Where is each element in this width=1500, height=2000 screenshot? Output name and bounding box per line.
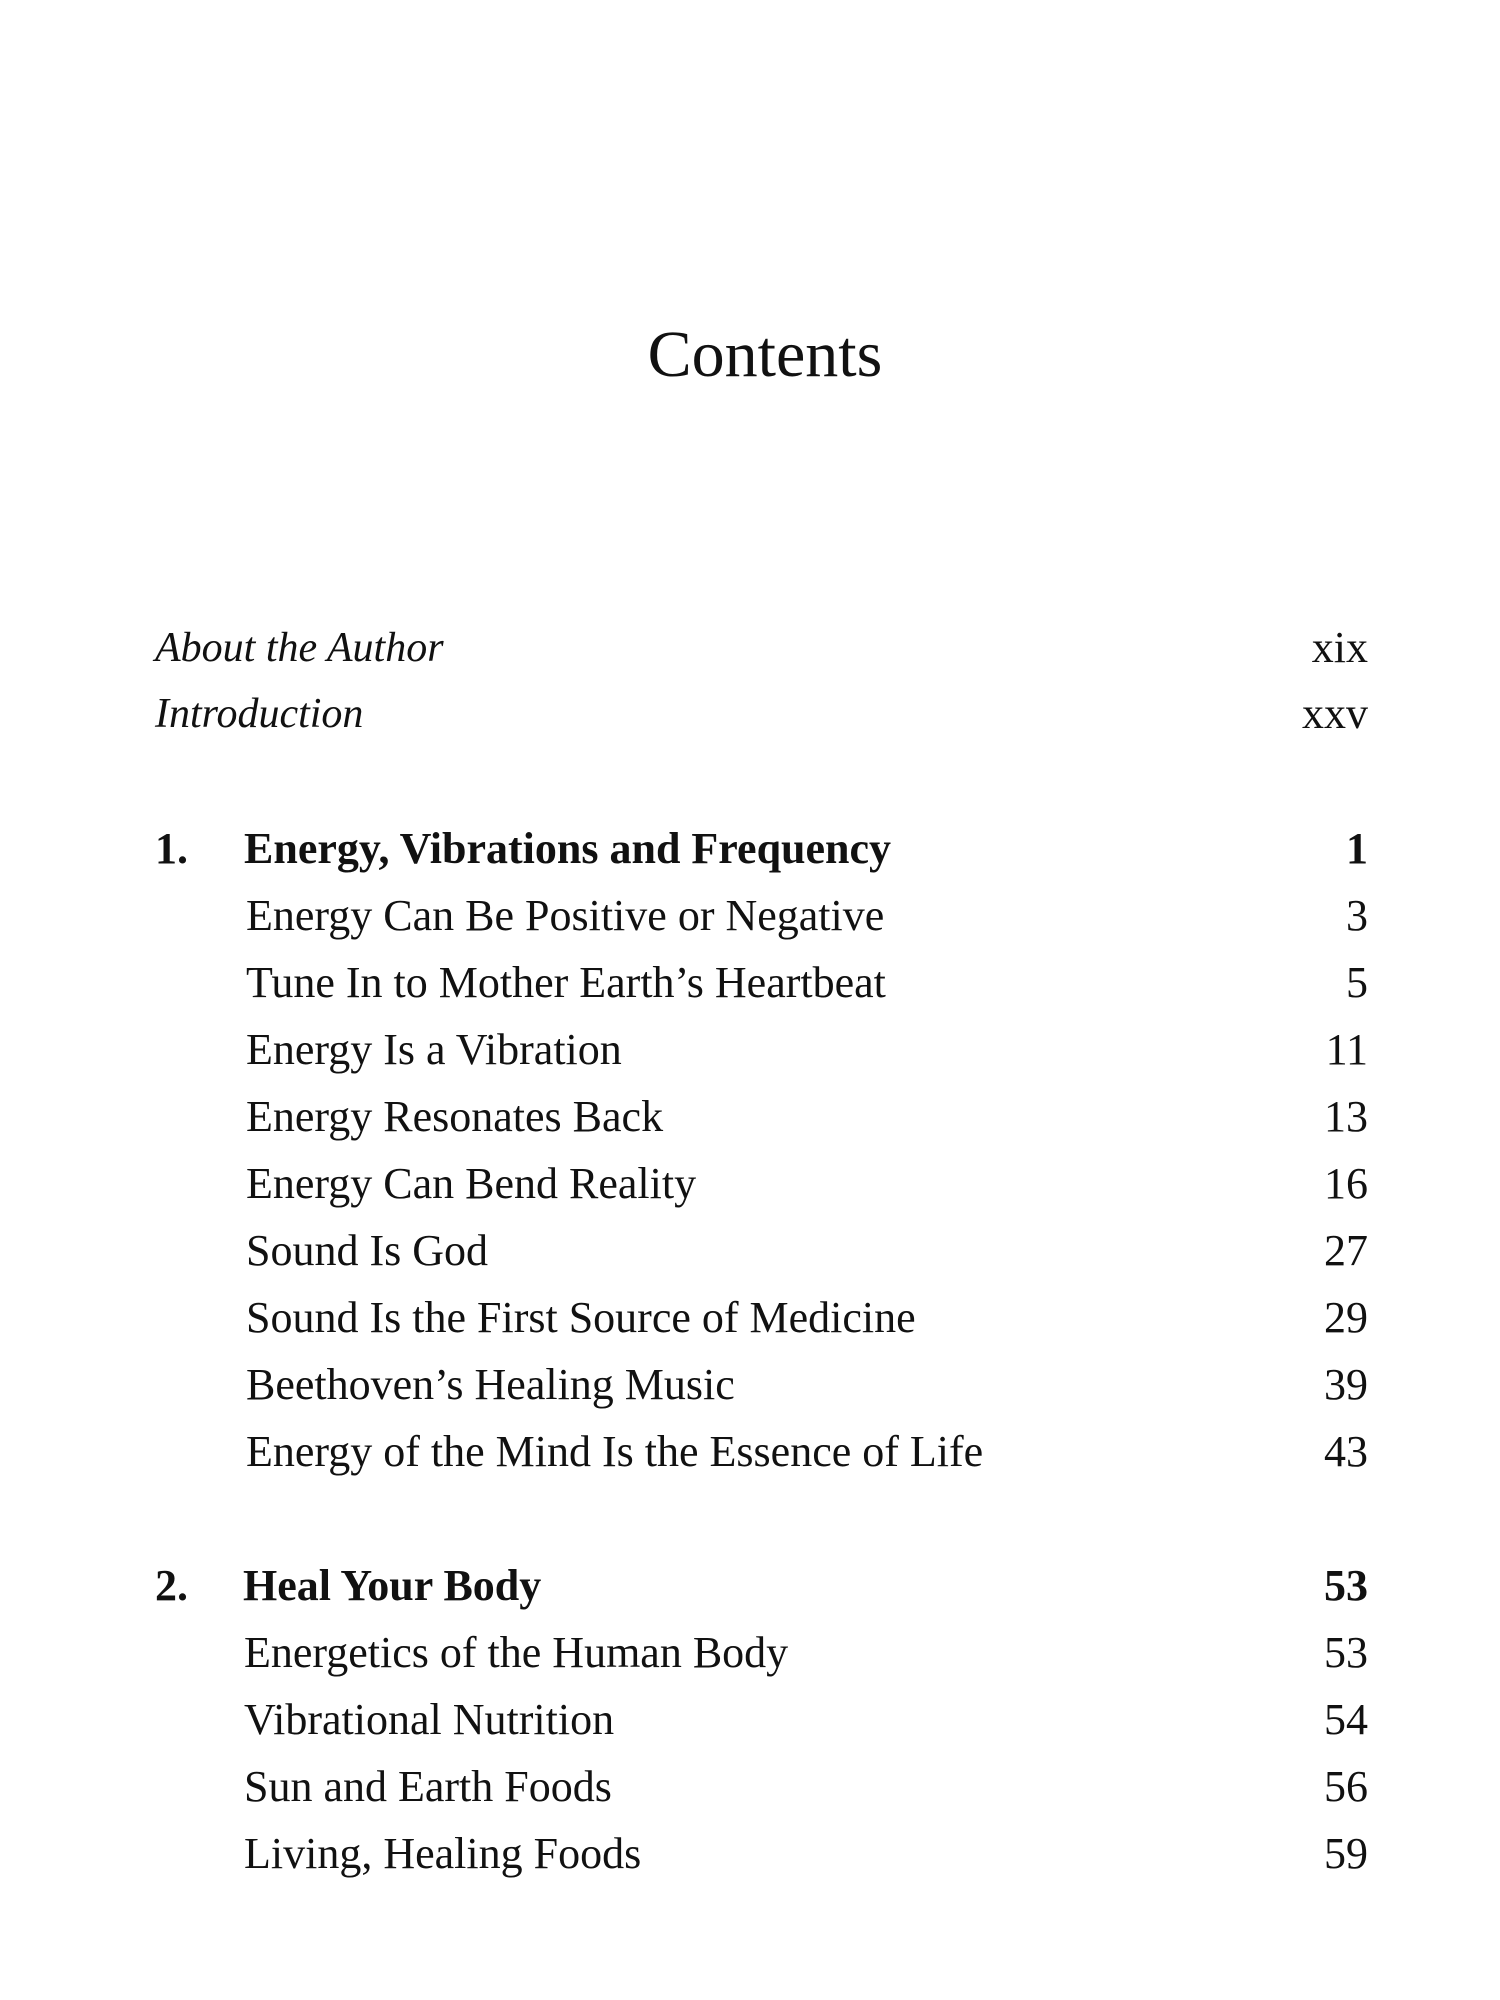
toc-section[interactable]	[0, 1690, 1500, 1750]
chapter-page: 1	[1346, 824, 1368, 873]
section-page: 5	[1346, 958, 1368, 1007]
section-label: Beethoven’s Healing Music	[246, 1360, 735, 1409]
toc-section[interactable]	[0, 1020, 1500, 1080]
toc-section[interactable]	[0, 1824, 1500, 1884]
toc-section[interactable]	[0, 1154, 1500, 1214]
section-label: Sun and Earth Foods	[244, 1762, 612, 1811]
section-label: Sound Is God	[246, 1226, 489, 1275]
section-page: 16	[1324, 1159, 1368, 1208]
chapter-title: Heal Your Body	[243, 1561, 542, 1610]
section-label: Living, Healing Foods	[244, 1829, 642, 1878]
section-label: Energy Can Bend Reality	[246, 1159, 697, 1208]
toc-entry-label: Introduction	[155, 691, 364, 737]
section-page: 54	[1324, 1695, 1368, 1744]
section-page: 3	[1346, 891, 1368, 940]
toc-section[interactable]	[0, 1087, 1500, 1147]
section-label: Sound Is the First Source of Medicine	[246, 1293, 916, 1342]
section-page: 29	[1324, 1293, 1368, 1342]
toc-entry-introduction[interactable]	[0, 684, 1500, 744]
section-page: 11	[1325, 1025, 1368, 1074]
section-page: 53	[1324, 1628, 1368, 1677]
chapter-number: 1.	[155, 824, 188, 873]
section-page: 39	[1324, 1360, 1368, 1409]
section-label: Energetics of the Human Body	[244, 1628, 789, 1677]
toc-entry-page: xix	[1311, 623, 1368, 672]
toc-section[interactable]	[0, 1757, 1500, 1817]
section-label: Energy Can Be Positive or Negative	[246, 891, 885, 940]
chapter-number: 2.	[155, 1561, 188, 1610]
chapter-page: 53	[1324, 1561, 1368, 1610]
section-page: 27	[1324, 1226, 1368, 1275]
chapter-title: Energy, Vibrations and Frequency	[244, 824, 892, 873]
section-page: 59	[1324, 1829, 1368, 1878]
section-label: Energy Resonates Back	[246, 1092, 664, 1141]
section-label: Energy of the Mind Is the Essence of Life	[246, 1427, 984, 1476]
page-title: Contents	[647, 318, 883, 391]
toc-chapter-2[interactable]	[0, 1556, 1500, 1616]
toc-section[interactable]	[0, 1623, 1500, 1683]
section-label: Vibrational Nutrition	[244, 1695, 615, 1744]
toc-section[interactable]	[0, 886, 1500, 946]
toc-chapter-1[interactable]	[0, 819, 1500, 879]
toc-section[interactable]	[0, 1221, 1500, 1281]
section-page: 43	[1324, 1427, 1368, 1476]
toc-section[interactable]	[0, 953, 1500, 1013]
toc-entry-page: xxv	[1302, 689, 1368, 738]
toc-entry-label: About the Author	[155, 625, 444, 671]
toc-section[interactable]	[0, 1355, 1500, 1415]
toc-section[interactable]	[0, 1422, 1500, 1482]
toc-section[interactable]	[0, 1288, 1500, 1348]
section-label: Tune In to Mother Earth’s Heartbeat	[246, 958, 886, 1007]
section-page: 13	[1324, 1092, 1368, 1141]
section-page: 56	[1324, 1762, 1368, 1811]
section-label: Energy Is a Vibration	[246, 1025, 622, 1074]
toc-entry-about-the-author[interactable]	[0, 618, 1500, 678]
